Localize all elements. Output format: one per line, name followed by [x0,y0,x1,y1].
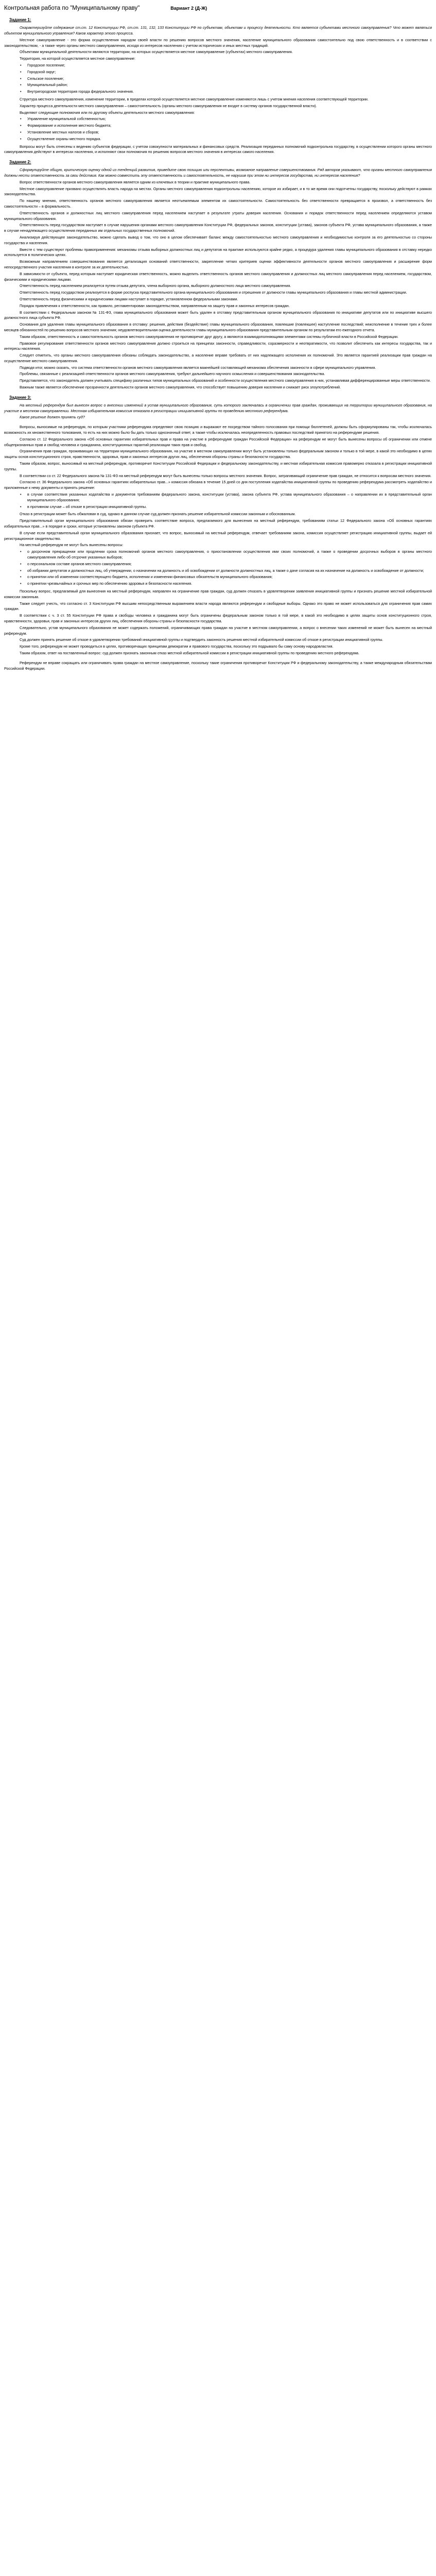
bullet-icon: • [20,568,22,573]
task1-paragraph: Выделяют следующие полномочия или по другому объекты деятельности местного самоуправления: [20,110,195,115]
task2-paragraph: Следует отметить, что органы местного самоуправления обязаны соблюдать законодательство, а население вправе требовать от них надлежащего исполнения их полномочий. Это является гарантией реализации прав граждан на осуществление местного самоуправления. [4,353,432,363]
task2-paragraph: Порядок привлечения к ответственности, как правило, регламентирован законодательством, направленным на защиту прав и законных интересов граждан. [20,303,290,308]
bullet-icon: • [20,561,22,566]
bullet-icon: • [20,504,22,509]
task2-paragraph: В соответствии с Федеральным законом № 131-ФЗ, глава муниципального образования может быть удален в отставку представительным органом муниципального образования по инициативе депутатов или по инициативе высшего должностного лица субъекта РФ. [4,310,432,320]
task2-paragraph: Ответственность перед физическими и юридическими лицами наступает в порядке, установленном федеральными законами. [20,296,238,301]
list-item: • Управление муниципальной собственностью; [20,116,106,122]
list-item: • о принятии чрезвычайных и срочных мер по обеспечению здоровья и безопасности населения. [20,581,193,586]
task3-paragraph: Представительный орган муниципального образования обязан проверить соответствие вопроса, предлагаемого для вынесения на местный референдум, требованиям статьи 12 Федерального закона «Об основных гарантиях избирательных прав...» в порядке и сроки, которые установлены законом субъекта РФ. [4,518,432,529]
task1-objects-list [4,116,432,142]
task2-paragraph: Важным также является обеспечение прозрачности деятельности органов местного самоуправления, что способствует повышению доверия населения и снижает риск злоупотреблений. [20,385,341,390]
task1-paragraph: Структура местного самоуправления, изменение территории, в пределах которой осуществляется местное самоуправление изменяются лишь с учетом мнения населения соответствующей территории. [20,97,369,102]
bullet-icon: • [20,76,22,81]
task2-paragraph: Правовое регулирование ответственности органов местного самоуправления должно строиться на принципах законности, справедливости, соразмерности и неотвратимости, что позволит обеспечить как интересы государства, так и интересы населения. [4,341,432,351]
list-item: • в случае соответствия указанных ходатайства и документов требованиям федерального закона, конституции (устава), закона субъекта РФ, устава муниципального образования – о направлении их в представительный орган муниципального образования; [20,492,432,502]
task2-paragraph: Подводя итог, можно сказать, что система ответственности органов местного самоуправления является важнейшей составляющей механизма обеспечения законности в сфере муниципального управления. [20,365,376,370]
task1-paragraph: Вопросы могут быть отнесены к ведению субъектов федерации, с учетом совокупности материальных и финансовых средств. Реализация переданных полномочий подконтрольна государству, в осуществлении которого органы местного самоуправления действуют в интересах населения, и исполняют свои полномочия по решению вопросов местного значения в интересах самого населения. [4,144,432,155]
bullet-icon: • [20,69,22,74]
bullet-icon: • [20,116,22,122]
task3-subquestion: Какое решение должен принять суд? [20,415,85,420]
task1-title: Задание 1: [9,18,31,23]
task2-paragraph: Проблемы, связанные с реализацией ответственности органов местного самоуправления, требуют дальнейшего научного осмысления и совершенствования законодательства. [20,371,325,377]
task3-final-paragraph: Референдум не вправе сокращать или ограничивать права граждан на местное самоуправление, поскольку такие ограничения противоречат Конституции РФ и федеральному законодательству, а также международным обязательствам Российской Федерации. [4,660,432,671]
task3-prohibited-list [4,549,432,587]
list-item: • Внутригородская территория города федерального значения. [20,89,134,94]
task1-paragraph: Характер процесса деятельности местного самоуправления – самостоятельность (органы местного самоуправления не входят в систему органов государственной власти). [20,103,317,108]
bullet-icon: • [20,130,22,134]
task3-decisions-list [4,492,432,510]
bullet-icon: • [20,82,22,88]
bullet-icon: • [20,492,22,497]
task2-paragraph: Представляется, что законодатель должен учитывать специфику различных типов муниципальных образований и особенности осуществления местного самоуправления в них, устанавливая дифференцированные меры ответственности. [20,378,431,383]
task1-question: Охарактеризуйте содержание ст.ст. 12 Конституции РФ, ст.ст. 131, 132, 133 Конституции РФ по субъектам, объектам и процессу деятельности. Кто является субъектами местного самоуправления? Что может являться объектом муниципального управления? Каков характер этого процесса. [4,25,432,36]
task3-question: На местный референдум был вынесен вопрос о внесении изменений в устав муниципального образования, суть которого заключалась в ограничении прав граждан, проживающих на территории муниципального образования, на участие в местном самоуправлении. Местная избирательная комиссия отказала в регистрации инициативной группы по проведению местного референдума. [4,402,432,413]
task2-question: Сформулируйте общую, критическую оценку одной из тенденций развития, приведите свою позицию или перспективы, возможное направление совершенствования. Ряд авторов указывают, что органы местного самоуправления должны нести ответственность за свои действия. Как можно совместить эту ответственность и самостоятельность, не нарушив при этом ни интересов государства, ни интересов населения? [4,167,432,178]
bullet-icon: • [20,136,22,141]
bullet-icon: • [20,574,22,580]
task2-paragraph: В зависимости от субъекта, перед которым наступает юридическая ответственность, можно выделить ответственность органов местного самоуправления и должностных лиц местного самоуправления перед населением, государством, физическими и юридическими лицами. [4,271,432,282]
task3-paragraph: Поскольку вопрос, предлагаемый для вынесения на местный референдум, направлен на ограничение прав граждан, суд должен отказать в удовлетворении заявления инициативной группы и признать решение местной избирательной комиссии законным. [4,588,432,599]
task2-intro: Вопрос ответственности органов местного самоуправления является одним из ключевых в теории и практике муниципального права. [20,179,251,184]
task3-paragraph: Кроме того, референдум не может проводиться в целях, противоречащих принципам демократии и правового государства, поскольку это подрывало бы саму основу народовластия. [20,644,334,649]
list-item: • о досрочном прекращении или продлении срока полномочий органов местного самоуправления, о приостановлении осуществления ими своих полномочий, а также о проведении досрочных выборов в органы местного самоуправления либо об отсрочке указанных выборов; [20,549,432,560]
task3-paragraph: Таким образом, вопрос, выносимый на местный референдум, противоречит Конституции Российской Федерации и федеральному законодательству, и местная избирательная комиссия правомерно отказала в регистрации инициативной группы. [4,461,432,471]
task3-paragraph: В соответствии со ст. 22 Федерального закона № 131-ФЗ на местный референдум могут быть вынесены только вопросы местного значения. Вопрос, затрагивающий ограничение прав граждан, не относится к вопросам местного значения. [20,473,432,478]
task2-paragraph: Анализируя действующее законодательство, можно сделать вывод о том, что оно в целом обеспечивает баланс между самостоятельностью местного самоуправления и необходимостью контроля за его деятельностью со стороны государства и населения. [4,234,432,245]
list-item: • о персональном составе органов местного самоуправления; [20,561,132,566]
task3-paragraph: Согласно ст. 12 Федерального закона «Об основных гарантиях избирательных прав и права на участие в референдуме граждан Российской Федерации» на референдум не могут быть вынесены вопросы об ограничении или отмене общепризнанных прав и свобод человека и гражданина, конституционных гарантий реализации таких прав и свобод. [4,436,432,447]
list-item: • Городское поселение; [20,63,65,68]
bullet-icon: • [20,549,22,554]
bullet-icon: • [20,123,22,128]
bullet-icon: • [20,581,22,586]
document-variant: Вариант 2 (Д-Ж) [170,6,207,11]
task2-paragraph: Возможным направлением совершенствования является детализация оснований ответственности, закрепление четких критериев оценки эффективности деятельности органов местного самоуправления и расширение форм непосредственного участия населения в контроле за их деятельностью. [4,259,432,269]
bullet-icon: • [20,89,22,94]
task1-territories-list [4,63,432,95]
task1-paragraph: Территория, на которой осуществляется местное самоуправление: [20,56,135,61]
task2-paragraph: Местное самоуправление призвано осуществлять власть народа на местах. Органы местного самоуправления подконтрольны населению, которое их избирает, и в то же время они подотчетны государству, поскольку действуют в рамках законодательства. [4,186,432,197]
task2-paragraph: По нашему мнению, ответственность органов местного самоуправления является неотъемлемым элементом их самостоятельности. Самостоятельность без ответственности превращается в произвол, а ответственность без самостоятельности – в формальность. [4,198,432,209]
task2-paragraph: Таким образом, ответственность и самостоятельность органов местного самоуправления не противоречат друг другу, а являются взаимодополняющими элементами системы публичной власти в Российской Федерации. [20,334,399,339]
task2-paragraph: Ответственность перед населением реализуется путем отзыва депутата, члена выборного органа, выборного должностного лица местного самоуправления. [20,283,291,289]
list-item: • в противном случае – об отказе в регистрации инициативной группы. [20,504,147,509]
task3-paragraph: На местный референдум не могут быть вынесены вопросы: [20,543,124,548]
task2-paragraph: Ответственность органов и должностных лиц местного самоуправления перед населением наступает в результате утраты доверия населения. Основания и порядок ответственности перед населением определяются уставом муниципального образования. [4,210,432,221]
document-title: Контрольная работа по "Муниципальному праву" [4,5,140,11]
list-item: • Городской округ; [20,69,56,74]
task3-paragraph: Также следует учесть, что согласно ст. 3 Конституции РФ высшим непосредственным выражением власти народа являются референдум и свободные выборы. Однако это право не может использоваться для ограничения прав самих граждан. [4,601,432,612]
list-item: • Установление местных налогов и сборов; [20,130,99,134]
list-item: • Сельское поселение; [20,76,64,81]
list-item: • Формирование и исполнение местного бюджета; [20,123,112,128]
task2-title: Задание 2: [9,160,31,165]
task3-paragraph: Суд должен принять решение об отказе в удовлетворении требований инициативной группы и подтвердить законность решения местной избирательной комиссии об отказе в регистрации инициативной группы. [20,637,383,642]
task1-paragraph: Объектами муниципальной деятельности являются территории, на которых осуществляется местное самоуправление (субъектах) местного самоуправления. [20,49,293,55]
task3-paragraph: Вопросы, выносимые на референдум, по которым участники референдума определяют свою позицию и выражают ее посредством тайного голосования при помощи бюллетеней, должны быть сформулированы так, чтобы исключалась возможность их множественного толкования, то есть на них можно было бы дать только однозначный ответ, а также чтобы исключалась неопределенность правовых последствий принятого на референдуме решения. [4,425,432,435]
task3-paragraph: В случае если представительный орган муниципального образования признает, что вопрос, выносимый на местный референдум, отвечает требованиям закона, комиссия осуществляет регистрацию инициативной группы, выдает ей регистрационное свидетельство. [4,530,432,541]
task2-paragraph: Ответственность перед государством наступает в случае нарушения органами местного самоуправления Конституции РФ, федеральных законов, конституции (устава), законов субъекта РФ, устава муниципального образования, а также в случае ненадлежащего осуществления переданных им отдельных государственных полномочий. [4,223,432,233]
task3-title: Задание 3: [9,395,31,400]
task1-paragraph: Местное самоуправление - это форма осуществления народом своей власти по решению вопросов местного значения, население муниципального образования самостоятельно под свою ответственность и в соответствии с законодательством, - а также через органы местного самоуправления, исходя из интересов населения с учетом исторических и иных местных традиций. [4,37,432,48]
document-header [4,4,432,13]
task3-paragraph: Отказ в регистрации может быть обжалован в суд, однако в данном случае суд должен признать решение избирательной комиссии законным и обоснованным. [20,512,296,517]
list-item: • Муниципальный район; [20,82,68,88]
task2-paragraph: Ответственность перед государством реализуется в форме роспуска представительного органа муниципального образования и отрешения от должности главы муниципального образования и главы местной администрации. [20,290,407,295]
document-page [0,0,436,683]
task2-paragraph: Вместе с тем существуют проблемы правоприменения: механизмы отзыва выборных должностных лиц и депутатов на практике используются крайне редко, а процедура удаления главы муниципального образования в отставку нередко используется в политических целях. [4,247,432,258]
task3-paragraph: Следовательно, устав муниципального образования не может содержать положений, ограничивающих права граждан на участие в местном самоуправлении, а вопрос о внесении таких изменений не может быть вынесен на местный референдум. [4,625,432,636]
list-item: • Осуществление охраны местного порядка. [20,136,101,141]
bullet-icon: • [20,63,22,68]
task3-paragraph: В соответствии с ч. 3 ст. 55 Конституции РФ права и свободы человека и гражданина могут быть ограничены федеральным законом только в той мере, в какой это необходимо в целях защиты основ конституционного строя, нравственности, здоровья, прав и законных интересов других лиц, обеспечения обороны страны и безопасности государства. [4,613,432,623]
task3-paragraph: Согласно ст. 36 Федерального закона «Об основных гарантиях избирательных прав...» комиссия обязана в течение 15 дней со дня поступления ходатайства инициативной группы по проведению референдума рассмотреть ходатайство и приложенные к нему документы и принять решение: [4,480,432,490]
task3-paragraph: Таким образом, ответ на поставленный вопрос: суд должен признать законным отказ местной избирательной комиссии в регистрации инициативной группы по проведению местного референдума. [20,650,360,655]
list-item: • об избрании депутатов и должностных лиц, об утверждении, о назначении на должность и об освобождении от должности должностных лиц, а также о даче согласия на их назначение на должность и освобождение от должности; [20,568,424,573]
task3-paragraph: Ограничения прав граждан, проживающих на территории муниципального образования, на участие в местном самоуправлении могут быть установлены только федеральным законом и только в той мере, в какой это необходимо в целях защиты основ конституционного строя, нравственности, здоровья, прав и законных интересов других лиц, обеспечения обороны страны и безопасности государства. [4,449,432,460]
list-item: • о принятии или об изменении соответствующего бюджета, исполнении и изменении финансовых обязательств муниципального образования; [20,574,273,580]
task2-paragraph: Основания для удаления главы муниципального образования в отставку: решения, действия (бездействие) главы муниципального образования, повлекшие (повлекшее) наступление последствий; неисполнение в течение трех и более месяцев обязанностей по решению вопросов местного значения; неудовлетворительная оценка деятельности главы муниципального образования представительным органом по результатам его ежегодного отчета. [4,322,432,332]
